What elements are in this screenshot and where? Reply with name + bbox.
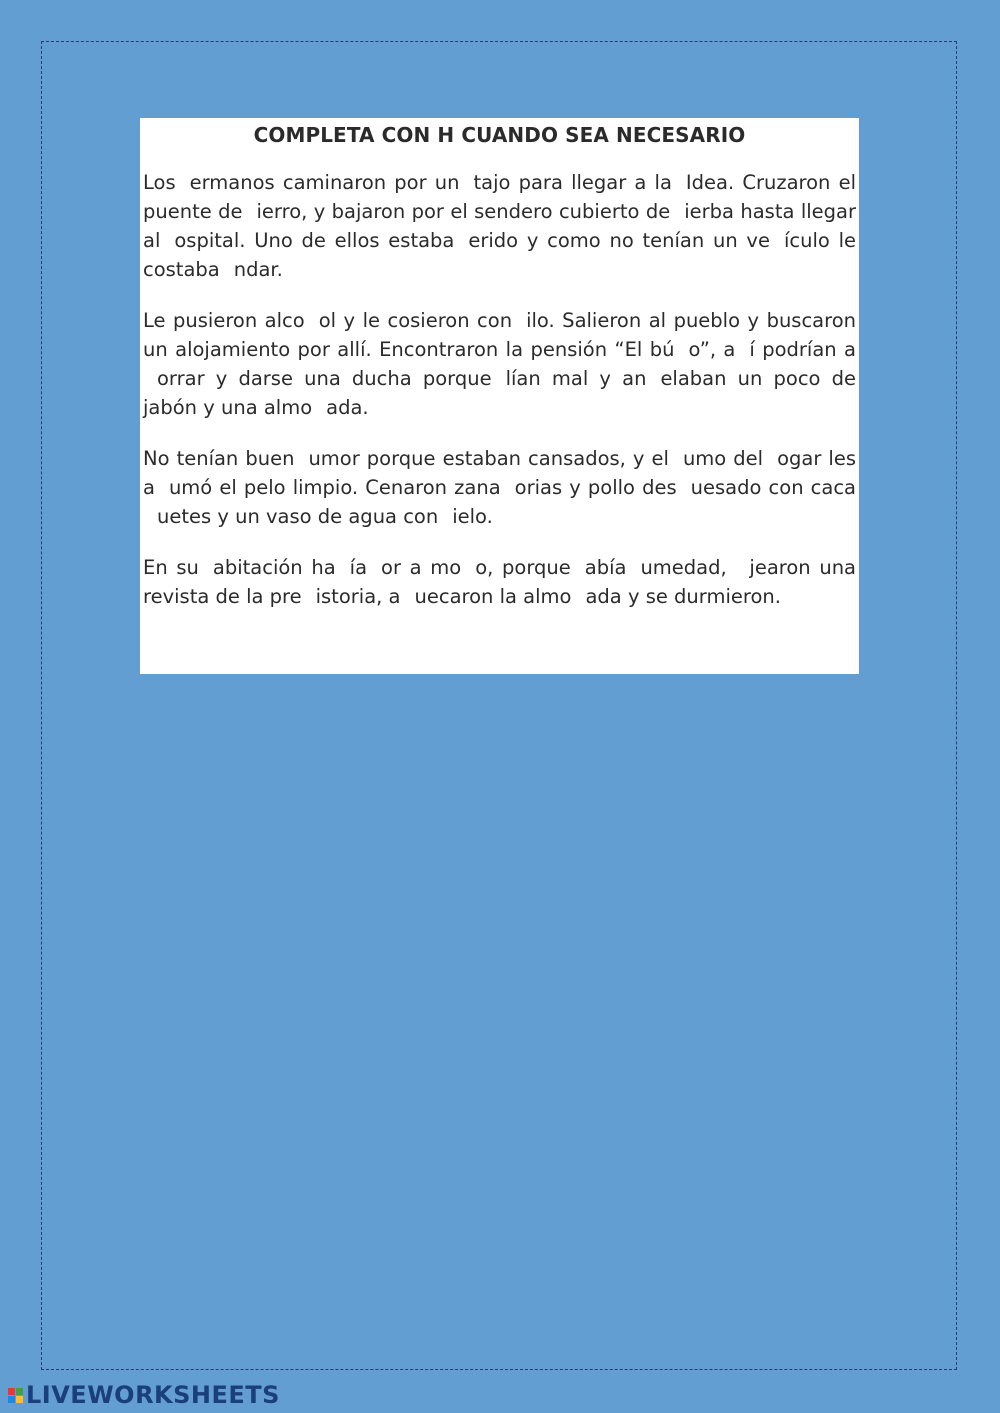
text-line xyxy=(143,556,727,579)
text-fragment: bú xyxy=(649,338,675,361)
text-line xyxy=(143,309,759,332)
text-fragment: or a mo xyxy=(381,556,462,579)
text-fragment: ierro, y bajaron por el sendero cubierto xyxy=(256,200,640,223)
text-fragment: ada xyxy=(585,585,622,608)
text-fragment: buscaron un alojamiento por allí. Encontraron la pensión “El xyxy=(143,309,857,361)
text-fragment: orias y pollo xyxy=(514,476,635,499)
text-fragment: des xyxy=(642,476,677,499)
text-fragment: ierba hasta llegar al xyxy=(143,200,857,252)
text-fragment: í podrían a xyxy=(749,338,857,361)
text-fragment: umó el pelo limpio. Cenaron zana xyxy=(168,476,501,499)
text-fragment: o”, a xyxy=(688,338,736,361)
paragraph xyxy=(143,168,856,284)
text-fragment: del xyxy=(733,447,764,470)
text-fragment: umo xyxy=(682,447,727,470)
text-fragment: Idea. xyxy=(685,171,735,194)
text-fragment: uesado con caca xyxy=(690,476,857,499)
text-line xyxy=(628,585,781,608)
text-fragment: como no tenían un ve xyxy=(547,229,770,252)
text-line xyxy=(143,171,734,194)
text-fragment: ielo. xyxy=(452,505,493,528)
logo-square xyxy=(16,1396,23,1403)
logo-text: LIVEWORKSHEETS xyxy=(26,1381,280,1409)
text-fragment: ilo. Salieron al pueblo y xyxy=(526,309,760,332)
text-fragment: umor porque estaban cansados, y el xyxy=(308,447,669,470)
worksheet-title: COMPLETA CON H CUANDO SEA NECESARIO xyxy=(253,123,746,147)
text-fragment: erido y xyxy=(468,229,539,252)
text-fragment: ospital. Uno de ellos estaba xyxy=(174,229,455,252)
text-fragment: ermanos caminaron por un xyxy=(189,171,460,194)
paragraph xyxy=(143,306,856,422)
text-fragment: elaban un poco de jabón y una almo xyxy=(143,367,857,419)
text-fragment: umedad, xyxy=(640,556,727,579)
text-fragment: orrar y darse una ducha porque xyxy=(157,367,492,390)
text-fragment: abía xyxy=(584,556,627,579)
text-fragment: o, porque xyxy=(475,556,571,579)
text-fragment: ículo le costaba xyxy=(143,229,856,281)
text-fragment: No tenían buen xyxy=(143,447,295,470)
text-fragment: istoria, a xyxy=(315,585,401,608)
logo-square xyxy=(8,1396,15,1403)
text-fragment: En su xyxy=(143,556,199,579)
text-fragment: abitación ha xyxy=(212,556,336,579)
text-fragment: de xyxy=(645,200,671,223)
text-fragment: uecaron la almo xyxy=(414,585,572,608)
logo-square xyxy=(16,1388,23,1395)
text-fragment: ndar. xyxy=(233,258,283,281)
text-fragment: Los xyxy=(143,171,176,194)
paragraph xyxy=(143,444,856,531)
liveworksheets-logo xyxy=(8,1382,280,1408)
text-fragment: Le pusieron alco xyxy=(143,309,305,332)
text-fragment: y an xyxy=(599,367,647,390)
text-fragment: uetes y un vaso de agua con xyxy=(157,505,439,528)
text-fragment: jearon una revista de la pre xyxy=(143,556,856,608)
worksheet-card xyxy=(140,118,859,674)
text-line xyxy=(143,447,726,470)
text-fragment: ía xyxy=(349,556,368,579)
logo-square xyxy=(8,1388,15,1395)
text-fragment: tajo para llegar a la xyxy=(473,171,672,194)
text-fragment: y se durmieron. xyxy=(627,585,781,608)
text-fragment: ol y le cosieron con xyxy=(318,309,513,332)
worksheet-text xyxy=(143,168,856,611)
text-fragment: ada. xyxy=(326,396,369,419)
liveworksheets-logo-icon xyxy=(8,1388,23,1403)
text-fragment: Cruzaron el puente de xyxy=(143,171,856,223)
text-fragment: lían mal xyxy=(505,367,589,390)
paragraph xyxy=(143,553,856,611)
text-fragment: ogar les a xyxy=(143,447,856,499)
